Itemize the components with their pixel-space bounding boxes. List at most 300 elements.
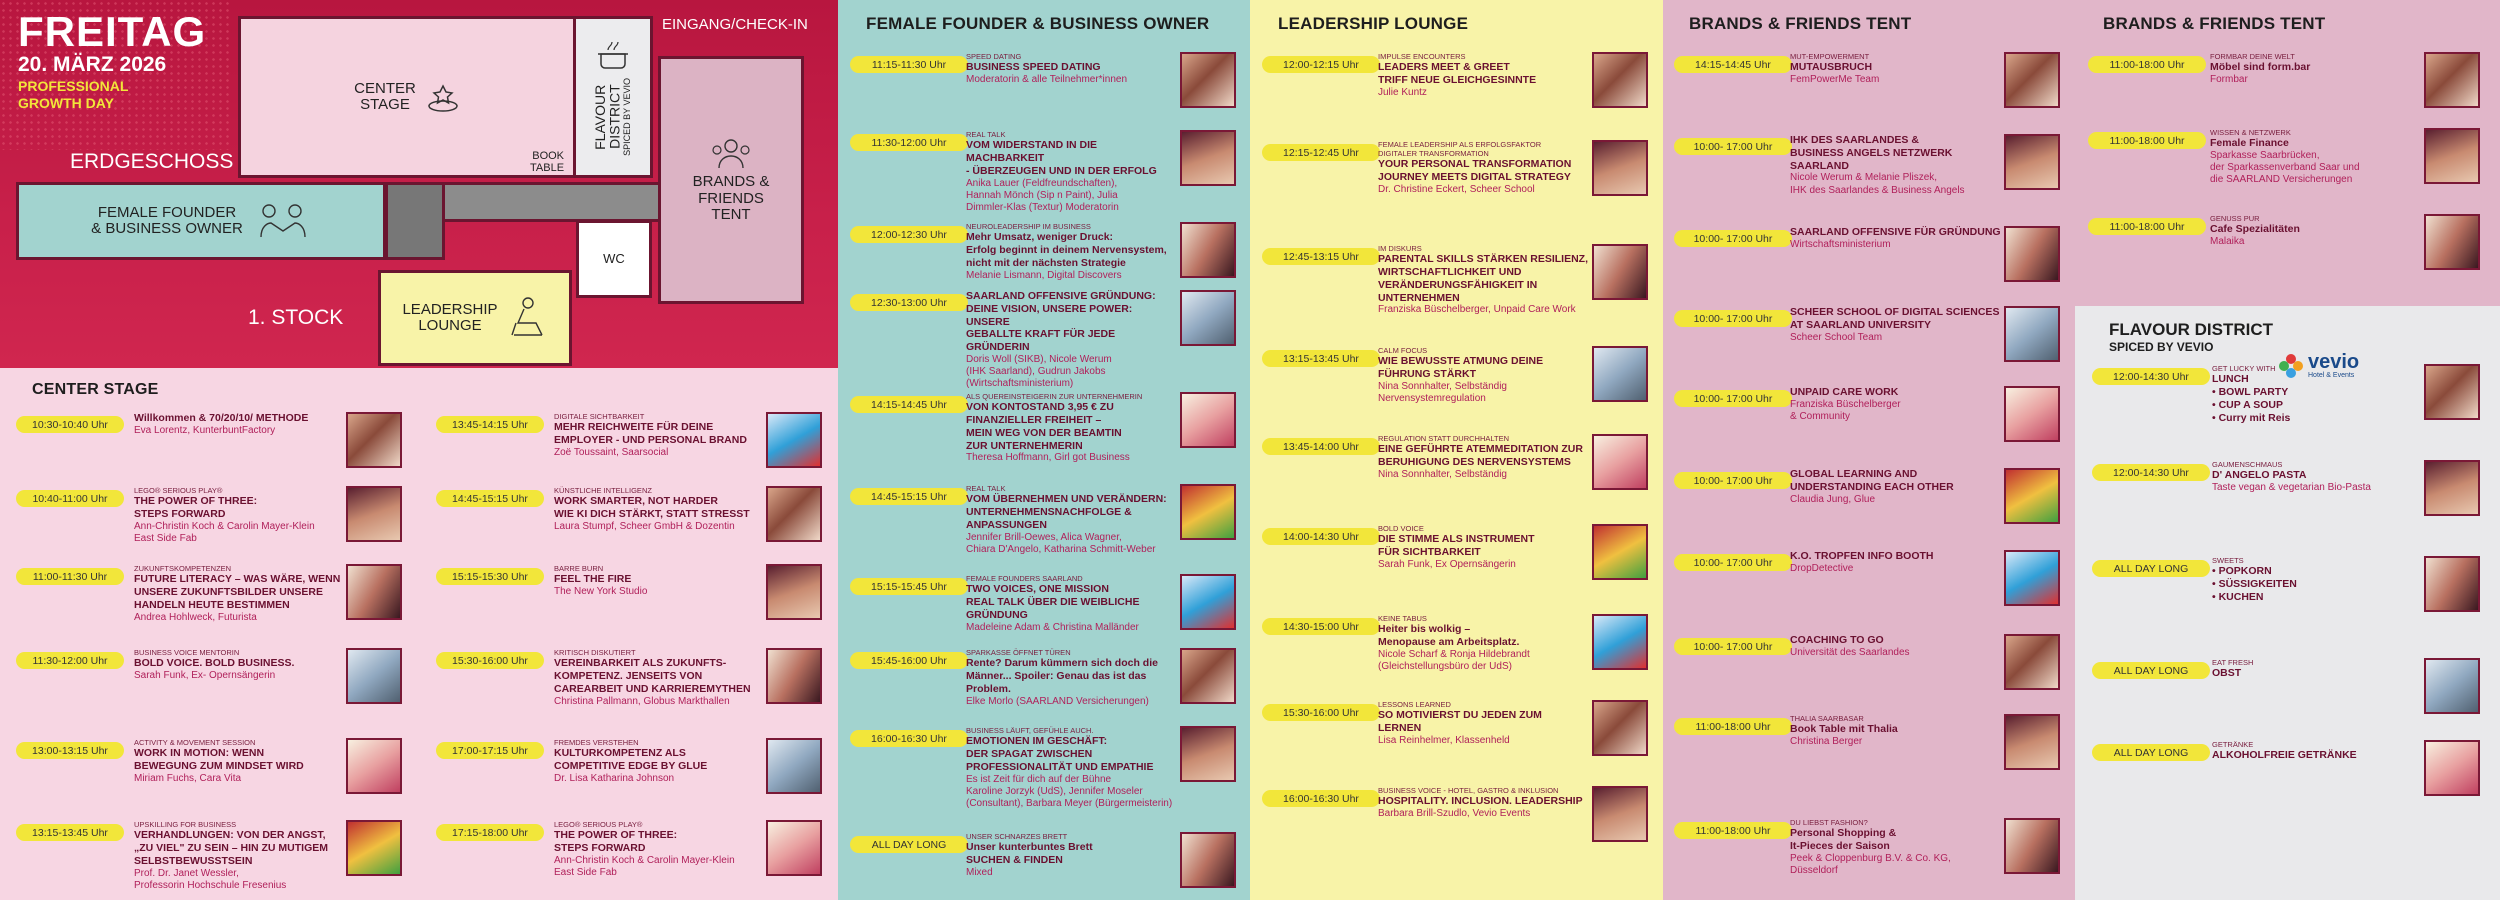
leadership-item[interactable] xyxy=(1262,140,1652,210)
center-stage-item[interactable] xyxy=(16,648,416,718)
session-category: UPSKILLING FOR BUSINESS xyxy=(134,820,237,829)
time-pill: 10:30-10:40 Uhr xyxy=(16,416,124,433)
session-speaker: Sarah Funk, Ex Opernsängerin xyxy=(1378,558,1516,570)
session-category: BUSINESS VOICE - HOTEL, GASTRO & INKLUSION xyxy=(1378,786,1559,795)
brands1-item[interactable] xyxy=(1674,634,2064,704)
session-category: LESSONS LEARNED xyxy=(1378,700,1451,709)
time-pill: 11:00-18:00 Uhr xyxy=(1674,718,1792,735)
session-photo xyxy=(1180,574,1236,630)
session-text xyxy=(1790,550,2002,575)
session-speaker: Es ist Zeit für dich auf der Bühne Karoline Jorzyk (UdS), Jennifer Moseler (Consultant), Barbara Meyer (Bürgermeisterin) xyxy=(966,773,1173,809)
session-text xyxy=(966,574,1178,634)
stage-icon xyxy=(426,80,460,114)
female-founder-item[interactable] xyxy=(850,130,1240,213)
ground-floor-label: ERDGESCHOSS xyxy=(70,150,234,173)
vevio-logo-tag: Hotel & Events xyxy=(2308,372,2355,379)
session-title: THE POWER OF THREE: STEPS FORWARD xyxy=(554,829,678,854)
session-title: MEHR REICHWEITE FÜR DEINE EMPLOYER - UND PERSONAL BRAND xyxy=(554,421,747,446)
session-title: KULTURKOMPETENZ ALS COMPETITIVE EDGE BY GLUE xyxy=(554,747,708,772)
session-category: SWEETS xyxy=(2212,556,2244,565)
leadership-item[interactable] xyxy=(1262,700,1652,770)
session-category: WISSEN & NETZWERK xyxy=(2210,128,2291,137)
female-founder-item[interactable] xyxy=(850,222,1240,292)
vevio-logo-text: vevio xyxy=(2308,351,2360,373)
session-title: VEREINBARKEIT ALS ZUKUNFTS- KOMPETENZ. JENSEITS VON CAREARBEIT UND KARRIEREMYTHEN xyxy=(554,657,751,695)
people-icon xyxy=(709,136,753,170)
center-stage-item[interactable] xyxy=(16,412,416,482)
session-text xyxy=(134,820,344,892)
session-text xyxy=(1790,306,2002,344)
session-text xyxy=(1378,140,1590,196)
session-title: EMOTIONEN IM GESCHÄFT: DER SPAGAT ZWISCHEN PROFESSIONALITÄT UND EMPATHIE xyxy=(966,735,1154,773)
brands1-item[interactable] xyxy=(1674,550,2064,620)
session-photo xyxy=(766,564,822,620)
session-speaker: Sparkasse Saarbrücken, der Sparkassenverband Saar und die SAARLAND Versicherungen xyxy=(2210,149,2360,186)
time-pill: 15:15-15:30 Uhr xyxy=(436,568,544,585)
time-pill: 14:15-14:45 Uhr xyxy=(850,396,968,413)
female-founder-item[interactable] xyxy=(850,648,1240,718)
time-pill: 11:00-18:00 Uhr xyxy=(2088,132,2206,149)
center-stage-item[interactable] xyxy=(436,564,836,634)
female-founder-title: FEMALE FOUNDER & BUSINESS OWNER xyxy=(866,14,1210,33)
time-pill: 15:30-16:00 Uhr xyxy=(436,652,544,669)
session-photo xyxy=(1592,614,1648,670)
time-pill: 10:40-11:00 Uhr xyxy=(16,490,124,507)
female-founder-item[interactable] xyxy=(850,52,1240,122)
session-text xyxy=(1378,786,1590,820)
time-pill: 10:00- 17:00 Uhr xyxy=(1674,472,1792,489)
handshake-icon xyxy=(255,201,311,241)
session-photo xyxy=(1592,786,1648,842)
center-stage-item[interactable] xyxy=(436,412,836,482)
session-title: Personal Shopping & It-Pieces der Saison xyxy=(1790,827,1897,852)
session-text xyxy=(2212,556,2412,604)
session-photo xyxy=(2004,134,2060,190)
session-text xyxy=(966,392,1178,465)
session-speaker: Christina Pallmann, Globus Markthallen xyxy=(554,695,730,707)
room-center-stage[interactable] xyxy=(238,16,576,178)
session-speaker: Malaika xyxy=(2210,235,2245,247)
time-pill: 11:30-12:00 Uhr xyxy=(16,652,124,669)
female-founder-item[interactable] xyxy=(850,726,1240,809)
session-speaker: Nina Sonnhalter, Selbständig xyxy=(1378,468,1507,480)
leadership-item[interactable] xyxy=(1262,52,1652,122)
room-brands-label: BRANDS & FRIENDS TENT xyxy=(692,173,770,224)
session-photo xyxy=(2424,658,2480,714)
session-category: IMPULSE ENCOUNTERS xyxy=(1378,52,1466,61)
session-category: BARRE BURN xyxy=(554,564,604,573)
session-title: Heiter bis wolkig – Menopause am Arbeitsplatz. xyxy=(1378,623,1520,648)
room-wc-label: WC xyxy=(603,250,625,266)
session-text xyxy=(554,738,764,785)
brands1-item[interactable] xyxy=(1674,134,2064,204)
time-pill: 13:45-14:00 Uhr xyxy=(1262,438,1380,455)
session-photo xyxy=(1180,648,1236,704)
session-title: YOUR PERSONAL TRANSFORMATION JOURNEY MEETS DIGITAL STRATEGY xyxy=(1378,158,1572,184)
session-category: BOLD VOICE xyxy=(1378,524,1424,533)
session-text xyxy=(1790,468,2002,506)
session-title: IHK DES SAARLANDES & BUSINESS ANGELS NETZWERK SAARLAND xyxy=(1790,134,1953,172)
session-photo xyxy=(346,738,402,794)
room-book-table-label: BOOK TABLE xyxy=(530,150,565,175)
center-stage-item[interactable] xyxy=(16,486,416,556)
time-pill: 15:30-16:00 Uhr xyxy=(1262,704,1380,721)
session-speaker: Nicole Werum & Melanie Pliszek, IHK des Saarlandes & Business Angels xyxy=(1790,172,1965,196)
session-photo xyxy=(2004,226,2060,282)
session-photo xyxy=(1180,290,1236,346)
session-title: Rente? Darum kümmern sich doch die Männer... Spoiler: Genau das ist das Problem. xyxy=(966,657,1158,695)
session-title: • POPKORN • SÜSSIGKEITEN • KUCHEN xyxy=(2212,565,2297,603)
session-photo xyxy=(766,820,822,876)
session-text xyxy=(1378,434,1590,481)
session-text xyxy=(1378,244,1590,317)
session-title: FEEL THE FIRE xyxy=(554,573,632,586)
session-speaker: Christina Berger xyxy=(1790,735,1863,747)
brands1-item[interactable] xyxy=(1674,52,2064,122)
room-center-stage-label: CENTER STAGE xyxy=(354,79,416,113)
session-text xyxy=(1790,134,2002,197)
session-speaker: Anika Lauer (Feldfreundschaften), Hannah Mönch (Sip n Paint), Julia Dimmler-Klas (Textur) Moderatorin xyxy=(966,177,1119,213)
time-pill: ALL DAY LONG xyxy=(2092,744,2210,761)
time-pill: 11:15-11:30 Uhr xyxy=(850,56,968,73)
session-speaker: Prof. Dr. Janet Wessler, Professorin Hochschule Fresenius xyxy=(134,867,287,891)
session-text xyxy=(966,290,1178,391)
session-speaker: Melanie Lismann, Digital Discovers xyxy=(966,269,1122,281)
room-brands-tent[interactable] xyxy=(658,56,804,304)
session-photo xyxy=(2004,818,2060,874)
session-photo xyxy=(766,648,822,704)
brands2-item[interactable] xyxy=(2088,52,2488,122)
session-title: WIE BEWUSSTE ATMUNG DEINE FÜHRUNG STÄRKT xyxy=(1378,355,1544,380)
female-founder-item[interactable] xyxy=(850,484,1240,554)
session-speaker: Ann-Christin Koch & Carolin Mayer-Klein East Side Fab xyxy=(134,520,315,544)
session-title: LEADERS MEET & GREET TRIFF NEUE GLEICHGESINNTE xyxy=(1378,61,1537,86)
session-speaker: Jennifer Brill-Oewes, Alica Wagner, Chiara D'Angelo, Katharina Schmitt-Weber xyxy=(966,531,1156,555)
session-category: FEMALE FOUNDERS SAARLAND xyxy=(966,574,1083,583)
flavour-item[interactable] xyxy=(2092,658,2492,728)
session-title: BUSINESS SPEED DATING xyxy=(966,61,1101,74)
session-text xyxy=(554,564,764,598)
time-pill: 12:15-12:45 Uhr xyxy=(1262,144,1380,161)
session-category: LEGO® SERIOUS PLAY® xyxy=(134,486,223,495)
cooking-pot-icon xyxy=(595,38,631,72)
center-stage-item[interactable] xyxy=(16,564,416,634)
session-speaker: Taste vegan & vegetarian Bio-Pasta xyxy=(2212,481,2371,493)
session-text xyxy=(1378,524,1590,571)
entrance-label: EINGANG/CHECK-IN xyxy=(662,16,808,33)
session-title: WORK IN MOTION: WENN BEWEGUNG ZUM MINDSET WIRD xyxy=(134,747,304,772)
brands1-item[interactable] xyxy=(1674,226,2064,296)
session-text xyxy=(1790,226,2002,251)
time-pill: 17:15-18:00 Uhr xyxy=(436,824,544,841)
session-category: FEMALE LEADERSHIP ALS ERFOLGSFAKTOR DIGITALER TRANSFORMATION xyxy=(1378,140,1542,159)
session-text xyxy=(966,130,1178,214)
session-speaker: Laura Stumpf, Scheer GmbH & Dozentin xyxy=(554,520,735,532)
session-speaker: Andrea Hohlweck, Futurista xyxy=(134,611,257,623)
session-title: SAARLAND OFFENSIVE GRÜNDUNG: DEINE VISION, UNSERE POWER: UNSERE GEBALLTE KRAFT FÜR JEDE GRÜNDERIN xyxy=(966,290,1156,354)
brands1-item[interactable] xyxy=(1674,386,2064,456)
session-title: OBST xyxy=(2212,667,2242,680)
time-pill: 10:00- 17:00 Uhr xyxy=(1674,138,1792,155)
session-category: LEGO® SERIOUS PLAY® xyxy=(554,820,643,829)
session-speaker: Miriam Fuchs, Cara Vita xyxy=(134,772,242,784)
brands2-item[interactable] xyxy=(2088,128,2488,198)
time-pill: ALL DAY LONG xyxy=(2092,560,2210,577)
time-pill: 13:15-13:45 Uhr xyxy=(16,824,124,841)
room-female-founder[interactable] xyxy=(16,182,386,260)
session-speaker: Barbara Brill-Szudlo, Vevio Events xyxy=(1378,807,1531,819)
session-title: MUTAUSBRUCH xyxy=(1790,61,1873,74)
session-category: UNSER SCHNARZES BRETT xyxy=(966,832,1068,841)
leadership-item[interactable] xyxy=(1262,786,1652,856)
room-leadership-lounge[interactable] xyxy=(378,270,572,366)
time-pill: 12:30-13:00 Uhr xyxy=(850,294,968,311)
center-stage-item[interactable] xyxy=(436,738,836,808)
session-speaker: Eva Lorentz, KunterbuntFactory xyxy=(134,424,276,436)
session-photo xyxy=(766,738,822,794)
brands2-item[interactable] xyxy=(2088,214,2488,284)
session-category: ACTIVITY & MOVEMENT SESSION xyxy=(134,738,256,747)
session-speaker: Mixed xyxy=(966,866,993,878)
center-stage-item[interactable] xyxy=(16,820,416,890)
room-flavour-district[interactable] xyxy=(573,16,653,178)
time-pill: 15:15-15:45 Uhr xyxy=(850,578,968,595)
session-text xyxy=(1378,614,1590,673)
lounge-chair-icon xyxy=(504,295,548,341)
session-category: ZUKUNFTSKOMPETENZEN xyxy=(134,564,232,573)
session-category: GENUSS PUR xyxy=(2210,214,2260,223)
time-pill: 10:00- 17:00 Uhr xyxy=(1674,230,1792,247)
session-title: Female Finance xyxy=(2210,137,2289,150)
time-pill: ALL DAY LONG xyxy=(850,836,968,853)
session-text xyxy=(966,726,1178,810)
time-pill: 16:00-16:30 Uhr xyxy=(850,730,968,747)
session-speaker: Nicole Scharf & Ronja Hildebrandt (Gleichstellungsbüro der UdS) xyxy=(1378,648,1530,672)
session-photo xyxy=(766,412,822,468)
session-category: DIGITALE SICHTBARKEIT xyxy=(554,412,645,421)
time-pill: 14:45-15:15 Uhr xyxy=(436,490,544,507)
session-photo xyxy=(1180,52,1236,108)
session-text xyxy=(2210,214,2422,248)
session-category: CALM FOCUS xyxy=(1378,346,1428,355)
brands1-item[interactable] xyxy=(1674,818,2064,888)
leadership-item[interactable] xyxy=(1262,614,1652,684)
time-pill: 11:00-11:30 Uhr xyxy=(16,568,124,585)
session-text xyxy=(134,486,344,545)
session-photo xyxy=(2004,386,2060,442)
session-photo xyxy=(2004,52,2060,108)
session-category: REAL TALK xyxy=(966,484,1006,493)
session-photo xyxy=(346,486,402,542)
session-category: BUSINESS VOICE MENTORIN xyxy=(134,648,240,657)
session-photo xyxy=(2004,714,2060,770)
session-photo xyxy=(2424,214,2480,270)
session-photo xyxy=(1180,484,1236,540)
session-text xyxy=(554,486,764,533)
session-category: THALIA SAARBASAR xyxy=(1790,714,1864,723)
event-name-1: PROFESSIONAL xyxy=(18,78,129,94)
session-speaker: Elke Morlo (SAARLAND Versicherungen) xyxy=(966,695,1149,707)
session-title: K.O. TROPFEN INFO BOOTH xyxy=(1790,550,1934,562)
time-pill: 11:00-18:00 Uhr xyxy=(2088,56,2206,73)
session-photo xyxy=(2424,52,2480,108)
session-photo xyxy=(1180,726,1236,782)
time-pill: 12:00-12:30 Uhr xyxy=(850,226,968,243)
session-photo xyxy=(346,648,402,704)
session-text xyxy=(1790,818,2002,877)
session-text xyxy=(1378,346,1590,405)
session-speaker: Lisa Reinhelmer, Klassenheld xyxy=(1378,734,1510,746)
session-photo xyxy=(2424,364,2480,420)
time-pill: 10:00- 17:00 Uhr xyxy=(1674,554,1792,571)
time-pill: 14:00-14:30 Uhr xyxy=(1262,528,1380,545)
flavour-item[interactable] xyxy=(2092,740,2492,810)
session-speaker: FemPowerMe Team xyxy=(1790,73,1880,85)
session-speaker: Zoë Toussaint, Saarsocial xyxy=(554,446,669,458)
session-text xyxy=(2210,128,2422,187)
time-pill: 14:15-14:45 Uhr xyxy=(1674,56,1792,73)
session-category: FORMBAR DEINE WELT xyxy=(2210,52,2295,61)
room-flavour-sub: SPICED BY VEVIO xyxy=(621,78,632,156)
session-speaker: Theresa Hoffmann, Girl got Business xyxy=(966,452,1130,464)
session-text xyxy=(1790,386,2002,423)
session-photo xyxy=(2004,468,2060,524)
time-pill: 11:30-12:00 Uhr xyxy=(850,134,968,151)
session-photo xyxy=(1180,392,1236,448)
session-photo xyxy=(346,564,402,620)
session-speaker: DropDetective xyxy=(1790,562,1854,574)
time-pill: 14:30-15:00 Uhr xyxy=(1262,618,1380,635)
session-text xyxy=(966,484,1178,556)
session-photo xyxy=(1592,244,1648,300)
session-text xyxy=(134,564,344,624)
corridor-block xyxy=(385,182,445,260)
female-founder-item[interactable] xyxy=(850,832,1240,900)
session-category: MUT-EMPOWERMENT xyxy=(1790,52,1870,61)
session-title: FUTURE LITERACY – WAS WÄRE, WENN UNSERE ZUKUNFTSBILDER UNSERE HANDELN HEUTE BESTIMMEN xyxy=(134,573,341,611)
time-pill: 12:45-13:15 Uhr xyxy=(1262,248,1380,265)
leadership-item[interactable] xyxy=(1262,434,1652,504)
first-floor-label: 1. STOCK xyxy=(248,306,344,329)
female-founder-item[interactable] xyxy=(850,574,1240,644)
leadership-item[interactable] xyxy=(1262,346,1652,416)
session-photo xyxy=(346,412,402,468)
session-title: VON KONTOSTAND 3,95 € ZU FINANZIELLER FREIHEIT – MEIN WEG VON DER BEAMTIN ZUR UNTERNEHMERIN xyxy=(966,401,1122,452)
room-wc[interactable] xyxy=(576,220,652,298)
session-title: VERHANDLUNGEN: VON DER ANGST, „ZU VIEL" ZU SEIN – HIN ZU MUTIGEM SELBSTBEWUSSTSEIN xyxy=(134,829,328,867)
vevio-logo xyxy=(2278,352,2359,379)
session-photo xyxy=(2004,306,2060,362)
session-title: SO MOTIVIERST DU JEDEN ZUM LERNEN xyxy=(1378,709,1542,734)
session-category: REGULATION STATT DURCHHALTEN xyxy=(1378,434,1509,443)
session-photo xyxy=(1592,700,1648,756)
brands1-item[interactable] xyxy=(1674,306,2064,376)
session-text xyxy=(554,648,764,708)
session-category: FREMDES VERSTEHEN xyxy=(554,738,639,747)
leadership-title: LEADERSHIP LOUNGE xyxy=(1278,14,1469,33)
session-title: DIE STIMME ALS INSTRUMENT FÜR SICHTBARKEIT xyxy=(1378,533,1535,558)
session-text xyxy=(966,648,1178,708)
center-stage-item[interactable] xyxy=(16,738,416,808)
session-title: PARENTAL SKILLS STÄRKEN RESILIENZ, WIRTSCHAFTLICHKEIT UND VERÄNDERUNGSFÄHIGKEIT IN UNTERNEHMEN xyxy=(1378,253,1589,304)
session-title: BOLD VOICE. BOLD BUSINESS. xyxy=(134,657,295,670)
session-title: ALKOHOLFREIE GETRÄNKE xyxy=(2212,749,2357,762)
time-pill: 17:00-17:15 Uhr xyxy=(436,742,544,759)
brands1-item[interactable] xyxy=(1674,468,2064,538)
session-category: KÜNSTLICHE INTELLIGENZ xyxy=(554,486,652,495)
session-photo xyxy=(1592,346,1648,402)
session-speaker: Dr. Christine Eckert, Scheer School xyxy=(1378,183,1535,195)
session-photo xyxy=(2424,740,2480,796)
session-text xyxy=(966,832,1178,879)
session-title: GLOBAL LEARNING AND UNDERSTANDING EACH OTHER xyxy=(1790,468,1954,493)
center-stage-item[interactable] xyxy=(436,648,836,718)
vevio-flower-icon xyxy=(2278,353,2304,379)
center-stage-item[interactable] xyxy=(436,486,836,556)
female-founder-item[interactable] xyxy=(850,392,1240,462)
session-speaker: Claudia Jung, Glue xyxy=(1790,493,1876,505)
time-pill: 11:00-18:00 Uhr xyxy=(1674,822,1792,839)
leadership-item[interactable] xyxy=(1262,524,1652,594)
session-text xyxy=(966,52,1178,86)
leadership-item[interactable] xyxy=(1262,244,1652,314)
session-speaker: Nina Sonnhalter, Selbständig Nervensystemregulation xyxy=(1378,380,1507,404)
session-title: SCHEER SCHOOL OF DIGITAL SCIENCES AT SAARLAND UNIVERSITY xyxy=(1790,306,2000,331)
brands-tent-title-2: BRANDS & FRIENDS TENT xyxy=(2103,14,2326,33)
session-category: NEUROLEADERSHIP IM BUSINESS xyxy=(966,222,1091,231)
brands-tent-title-1: BRANDS & FRIENDS TENT xyxy=(1689,14,1912,33)
session-category: SPARKASSE ÖFFNET TÜREN xyxy=(966,648,1071,657)
session-text xyxy=(1790,634,2002,659)
session-category: ALS QUEREINSTEIGERIN ZUR UNTERNEHMERIN xyxy=(966,392,1143,401)
female-founder-item[interactable] xyxy=(850,290,1240,390)
session-title: EINE GEFÜHRTE ATEMMEDITATION ZUR BERUHIGUNG DES NERVENSYSTEMS xyxy=(1378,443,1583,468)
session-photo xyxy=(1180,832,1236,888)
session-category: EAT FRESH xyxy=(2212,658,2254,667)
time-pill: 14:45-15:15 Uhr xyxy=(850,488,968,505)
time-pill: 15:45-16:00 Uhr xyxy=(850,652,968,669)
flavour-item[interactable] xyxy=(2092,460,2492,530)
session-photo xyxy=(2424,556,2480,612)
session-title: D' ANGELO PASTA xyxy=(2212,469,2307,482)
center-stage-item[interactable] xyxy=(436,820,836,890)
session-title: Unser kunterbuntes Brett SUCHEN & FINDEN xyxy=(966,841,1093,866)
session-speaker: Dr. Lisa Katharina Johnson xyxy=(554,772,675,784)
session-title: LUNCH • BOWL PARTY • CUP A SOUP • Curry mit Reis xyxy=(2212,373,2291,424)
session-speaker: Sarah Funk, Ex- Opernsängerin xyxy=(134,669,276,681)
session-photo xyxy=(346,820,402,876)
session-text xyxy=(1790,714,2002,748)
session-text xyxy=(1378,700,1590,747)
time-pill: 13:00-13:15 Uhr xyxy=(16,742,124,759)
session-title: VOM ÜBERNEHMEN UND VERÄNDERN: UNTERNEHMENSNACHFOLGE & ANPASSUNGEN xyxy=(966,493,1167,531)
session-text xyxy=(1790,52,2002,86)
session-category: DU LIEBST FASHION? xyxy=(1790,818,1868,827)
flavour-item[interactable] xyxy=(2092,556,2492,626)
session-photo xyxy=(1180,130,1236,186)
session-title: Book Table mit Thalia xyxy=(1790,723,1898,736)
day-title: FREITAG xyxy=(18,8,207,55)
event-name-2: GROWTH DAY xyxy=(18,95,114,111)
session-speaker: Madeleine Adam & Christina Malländer xyxy=(966,621,1139,633)
session-speaker: Ann-Christin Koch & Carolin Mayer-Klein East Side Fab xyxy=(554,854,735,878)
brands1-item[interactable] xyxy=(1674,714,2064,784)
session-speaker: Julie Kuntz xyxy=(1378,86,1427,98)
time-pill: 13:45-14:15 Uhr xyxy=(436,416,544,433)
session-speaker: Moderatorin & alle Teilnehmer*innen xyxy=(966,73,1128,85)
session-photo xyxy=(2424,460,2480,516)
session-text xyxy=(134,648,344,682)
